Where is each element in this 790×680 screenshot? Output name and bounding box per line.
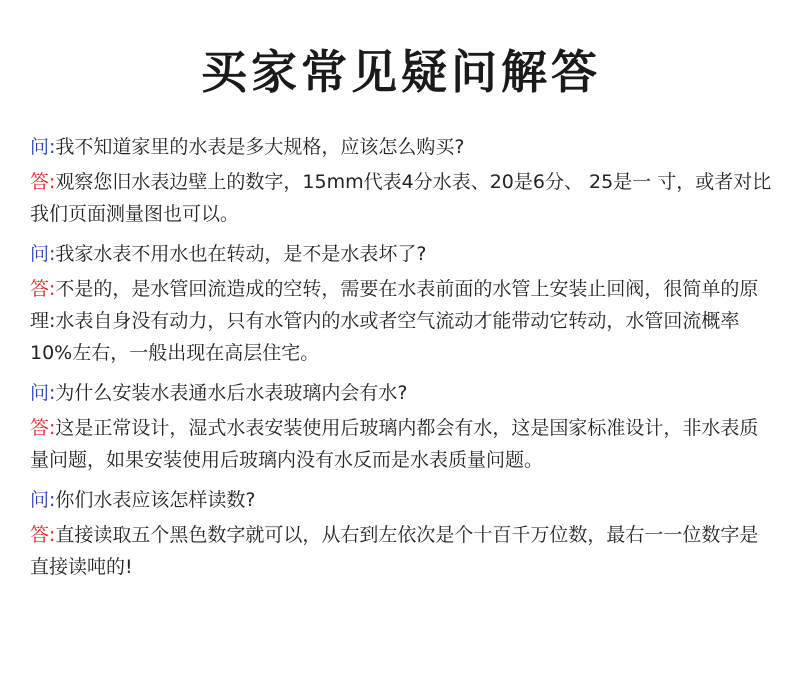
answer-colon: : (49, 278, 56, 300)
answer-marker: 答 (30, 524, 50, 546)
answer-colon: : (49, 524, 56, 546)
answer-marker: 答 (30, 417, 50, 439)
answer-text: 直接读取五个黑色数字就可以，从右到左依次是个十百千万位数，最右一一位数字是直接读吨的! (30, 524, 759, 578)
question-text: 我不知道家里的水表是多大规格，应该怎么购买? (55, 136, 465, 158)
question-marker: 问 (30, 243, 50, 265)
answer-line (30, 273, 772, 369)
answer-line (30, 519, 772, 583)
faq-item (30, 378, 772, 476)
question-marker: 问 (30, 382, 50, 404)
faq-item (30, 239, 772, 369)
question-marker: 问 (30, 489, 50, 511)
answer-text: 观察您旧水表边壁上的数字，15mm代表4分水表、20是6分、 25是一 寸，或者对比我们页面测量图也可以。 (30, 171, 772, 225)
question-colon: : (49, 136, 56, 158)
answer-text: 不是的，是水管回流造成的空转，需要在水表前面的水管上安装止回阀，很简单的原理:水表自身没有动力，只有水管内的水或者空气流动才能带动它转动，水管回流概率10%左右，一般出现在高层住宅。 (30, 278, 759, 364)
page-title: 买家常见疑问解答 (201, 45, 601, 99)
question-marker: 问 (30, 136, 50, 158)
question-line (30, 378, 772, 408)
question-colon: : (49, 243, 56, 265)
question-colon: : (49, 382, 56, 404)
question-text: 我家水表不用水也在转动，是不是水表坏了? (55, 243, 427, 265)
faq-item (30, 132, 772, 230)
question-line (30, 132, 772, 162)
answer-colon: : (49, 171, 56, 193)
answer-marker: 答 (30, 278, 50, 300)
question-line (30, 239, 772, 269)
answer-marker: 答 (30, 171, 50, 193)
answer-line (30, 166, 772, 230)
answer-line (30, 412, 772, 476)
question-text: 为什么安装水表通水后水表玻璃内会有水? (55, 382, 408, 404)
faq-item (30, 485, 772, 583)
answer-text: 这是正常设计，湿式水表安装使用后玻璃内都会有水，这是国家标准设计，非水表质量问题，如果安装使用后玻璃内没有水反而是水表质量问题。 (30, 417, 759, 471)
faq-list (30, 132, 772, 583)
question-text: 你们水表应该怎样读数? (55, 489, 256, 511)
question-line (30, 485, 772, 515)
question-colon: : (49, 489, 56, 511)
answer-colon: : (49, 417, 56, 439)
